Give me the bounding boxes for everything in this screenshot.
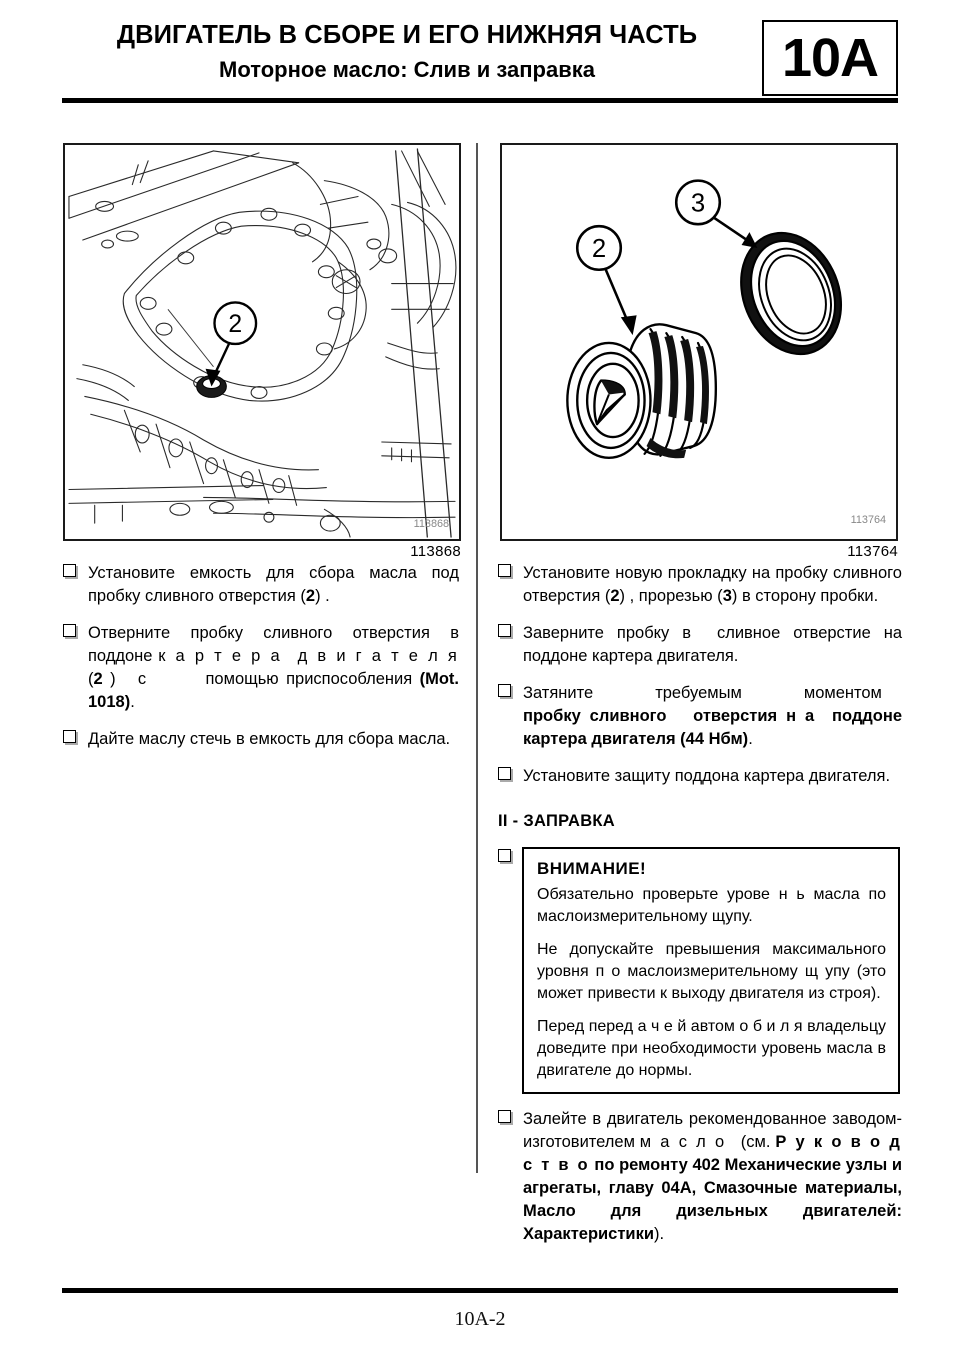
- list-item-text: Отверните пробку сливного отверстия в поддоне к а р т е р а д в и г а т е л я (2 ) с помощью приспособления (Mot. 1018).: [88, 624, 459, 711]
- list-item: [498, 1108, 902, 1246]
- page-subtitle: Моторное масло: Слив и заправка: [219, 57, 595, 82]
- callout-2: [577, 226, 636, 335]
- square-bullet-icon: [498, 564, 511, 577]
- list-item: [498, 765, 902, 788]
- list-item: [498, 562, 902, 608]
- list-item-text: Дайте маслу стечь в емкость для сбора масла.: [88, 730, 451, 748]
- header-titles: [62, 18, 752, 86]
- warning-box: [522, 847, 900, 1094]
- svg-text:2: 2: [228, 311, 243, 339]
- section-heading: II - ЗАПРАВКА: [498, 812, 615, 830]
- square-bullet-icon: [498, 624, 511, 637]
- column-divider: [476, 143, 478, 1173]
- list-item-text: Установите защиту поддона картера двигателя.: [523, 767, 891, 785]
- figure-right-number: 113764: [847, 543, 898, 560]
- warning-paragraph: Перед перед а ч е й автом о б и л я владельцу доведите при необходимости уровень масла в двигателе до нормы.: [537, 1018, 886, 1079]
- svg-text:113764: 113764: [850, 514, 887, 527]
- warning-paragraph: Не допускайте превышения максимального уровня п о маслоизмерительному щ упу (это может привести к выходу двигателя из строя).: [537, 941, 886, 1002]
- callout-3: [676, 181, 757, 248]
- figure-drain-plug-seal: [500, 143, 898, 541]
- list-item: [498, 622, 902, 668]
- list-item: [63, 622, 459, 714]
- svg-text:2: 2: [591, 234, 607, 263]
- square-bullet-icon: [498, 767, 511, 780]
- left-text-column: [63, 562, 459, 751]
- figure-engine-oil-pan: [63, 143, 461, 541]
- square-bullet-icon: [63, 730, 76, 743]
- square-bullet-icon: [498, 849, 511, 862]
- list-item-text: Заверните пробку в сливное отверстие на поддоне картера двигателя.: [523, 624, 902, 665]
- list-item: [498, 682, 902, 751]
- warning-title: ВНИМАНИЕ!: [537, 859, 647, 878]
- list-item-text: Залейте в двигатель рекомендованное заводом-изготовителем м а с л о (см. Р у к о в о д с т в о по ремонту 402 Механические узлы и агрегаты, главу 04A, Смазочные материалы, Масло для дизельных двигателей: Характеристики).: [523, 1110, 903, 1243]
- callout-2: [206, 302, 256, 386]
- list-item: [63, 728, 459, 751]
- page-number: 10A-2: [454, 1308, 506, 1330]
- right-text-column: [498, 562, 902, 1246]
- warning-paragraph: Обязательно проверьте урове н ь масла по маслоизмерительному щупу.: [537, 886, 886, 925]
- list-item: [63, 562, 459, 608]
- seal-ring-illustration: [724, 218, 859, 369]
- square-bullet-icon: [498, 1110, 511, 1123]
- figure-left-number: 113868: [410, 543, 461, 560]
- footer-rule: [62, 1288, 898, 1293]
- list-item-text: Установите новую прокладку на пробку сливного отверстия (2) , прорезью (3) в сторону пробки.: [523, 564, 902, 605]
- list-item-text: Затяните требуемым моментом пробку сливного отверстия н а поддоне картера двигателя (44 Нбм).: [523, 684, 902, 748]
- page-header: [62, 18, 898, 98]
- svg-text:3: 3: [690, 189, 706, 218]
- figure-engine-oil-pan-drawing: [65, 145, 459, 539]
- chapter-code: 10A: [781, 28, 879, 88]
- header-rule: [62, 98, 898, 103]
- square-bullet-icon: [63, 624, 76, 637]
- square-bullet-icon: [63, 564, 76, 577]
- list-item-text: Установите емкость для сбора масла под пробку сливного отверстия (2) .: [88, 564, 459, 605]
- svg-text:113868: 113868: [413, 518, 450, 531]
- figure-drain-plug-seal-drawing: [502, 145, 896, 539]
- square-bullet-icon: [498, 684, 511, 697]
- page-title: ДВИГАТЕЛЬ В СБОРЕ И ЕГО НИЖНЯЯ ЧАСТЬ: [116, 21, 698, 49]
- chapter-code-box: [762, 20, 898, 96]
